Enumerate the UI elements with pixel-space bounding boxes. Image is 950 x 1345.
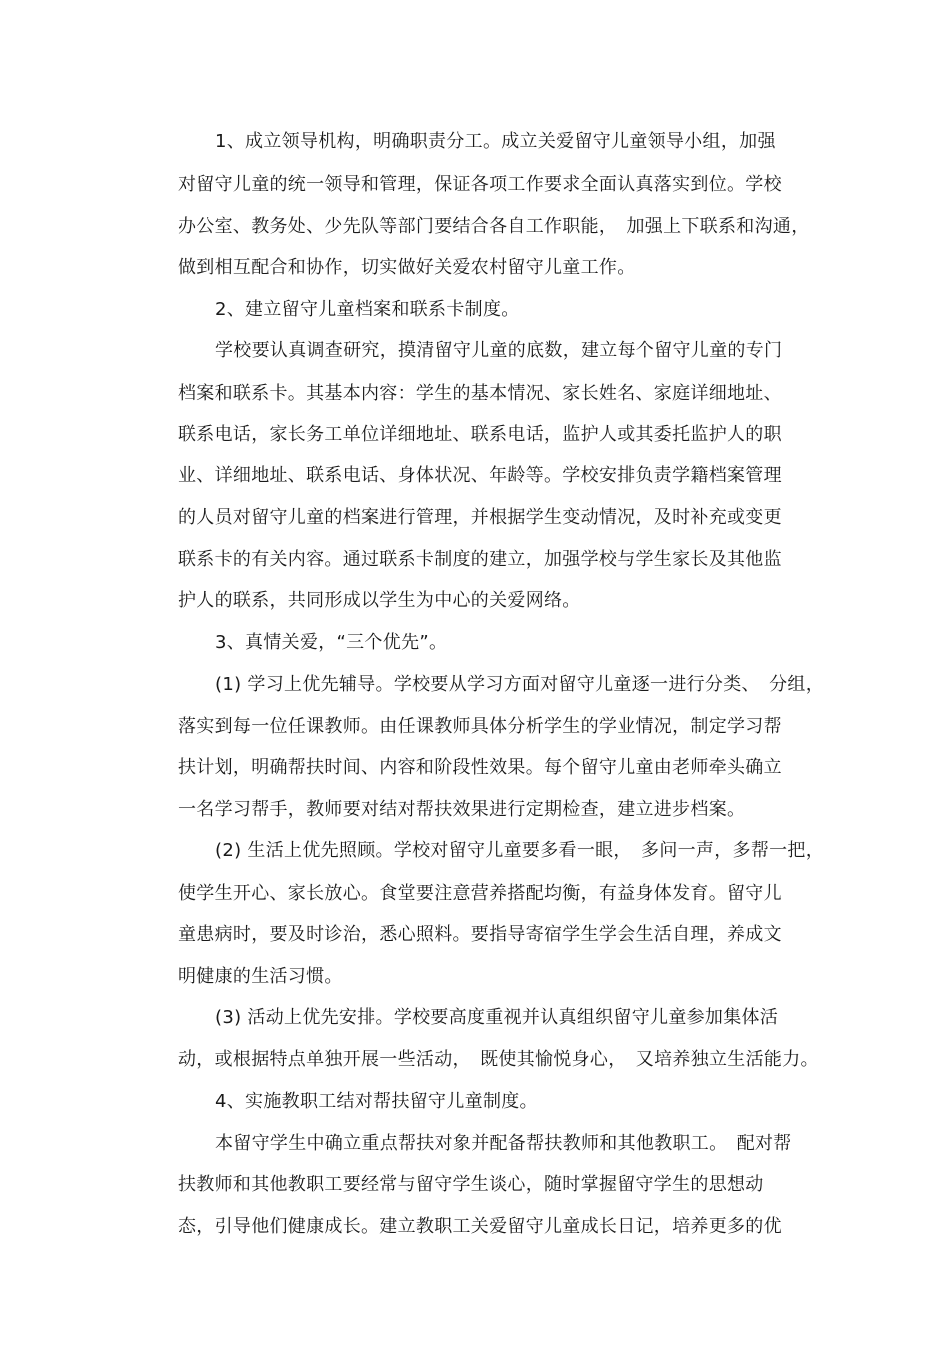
text-line: 对留守儿童的统一领导和管理，保证各项工作要求全面认真落实到位。学校 (178, 174, 782, 195)
text-line: 4、实施教职工结对帮扶留守儿童制度。 (215, 1091, 538, 1112)
text-line: 2、建立留守儿童档案和联系卡制度。 (215, 299, 520, 320)
text-line: 态，引导他们健康成长。建立教职工关爱留守儿童成长日记，培养更多的优 (178, 1216, 782, 1237)
text-line: 动，或根据特点单独开展一些活动， 既使其愉悦身心， 又培养独立生活能力。 (178, 1049, 819, 1070)
text-line: 本留守学生中确立重点帮扶对象并配备帮扶教师和其他教职工。 配对帮 (215, 1133, 792, 1154)
text-line: (2) 生活上优先照顾。学校对留守儿童要多看一眼， 多问一声，多帮一把， (215, 840, 825, 861)
text-line: 落实到每一位任课教师。由任课教师具体分析学生的学业情况，制定学习帮 (178, 716, 782, 737)
text-line: 童患病时，要及时诊治，悉心照料。要指导寄宿学生学会生活自理，养成文 (178, 924, 782, 945)
text-line: 3、真情关爱，“三个优先”。 (215, 632, 448, 653)
text-line: 业、详细地址、联系电话、身体状况、年龄等。学校安排负责学籍档案管理 (178, 465, 782, 486)
text-line: 扶教师和其他教职工要经常与留守学生谈心，随时掌握留守学生的思想动 (178, 1174, 764, 1195)
text-line: 的人员对留守儿童的档案进行管理，并根据学生变动情况，及时补充或变更 (178, 507, 782, 528)
text-line: 1、成立领导机构，明确职责分工。成立关爱留守儿童领导小组，加强 (215, 131, 776, 152)
text-line: (3) 活动上优先安排。学校要高度重视并认真组织留守儿童参加集体活 (215, 1007, 779, 1028)
text-line: (1) 学习上优先辅导。学校要从学习方面对留守儿童逐一进行分类、 分组， (215, 674, 825, 695)
text-line: 护人的联系，共同形成以学生为中心的关爱网络。 (178, 590, 581, 611)
text-line: 联系电话，家长务工单位详细地址、联系电话，监护人或其委托监护人的职 (178, 424, 782, 445)
text-line: 办公室、教务处、少先队等部门要结合各自工作职能， 加强上下联系和沟通， (178, 216, 810, 237)
text-line: 学校要认真调查研究，摸清留守儿童的底数，建立每个留守儿童的专门 (215, 340, 783, 361)
text-line: 档案和联系卡。其基本内容：学生的基本情况、家长姓名、家庭详细地址、 (178, 383, 782, 404)
text-line: 联系卡的有关内容。通过联系卡制度的建立，加强学校与学生家长及其他监 (178, 549, 782, 570)
text-line: 做到相互配合和协作，切实做好关爱农村留守儿童工作。 (178, 257, 636, 278)
text-line: 一名学习帮手，教师要对结对帮扶效果进行定期检查，建立进步档案。 (178, 799, 746, 820)
text-line: 使学生开心、家长放心。食堂要注意营养搭配均衡，有益身体发育。留守儿 (178, 883, 782, 904)
text-line: 扶计划，明确帮扶时间、内容和阶段性效果。每个留守儿童由老师牵头确立 (178, 757, 782, 778)
text-line: 明健康的生活习惯。 (178, 966, 343, 987)
